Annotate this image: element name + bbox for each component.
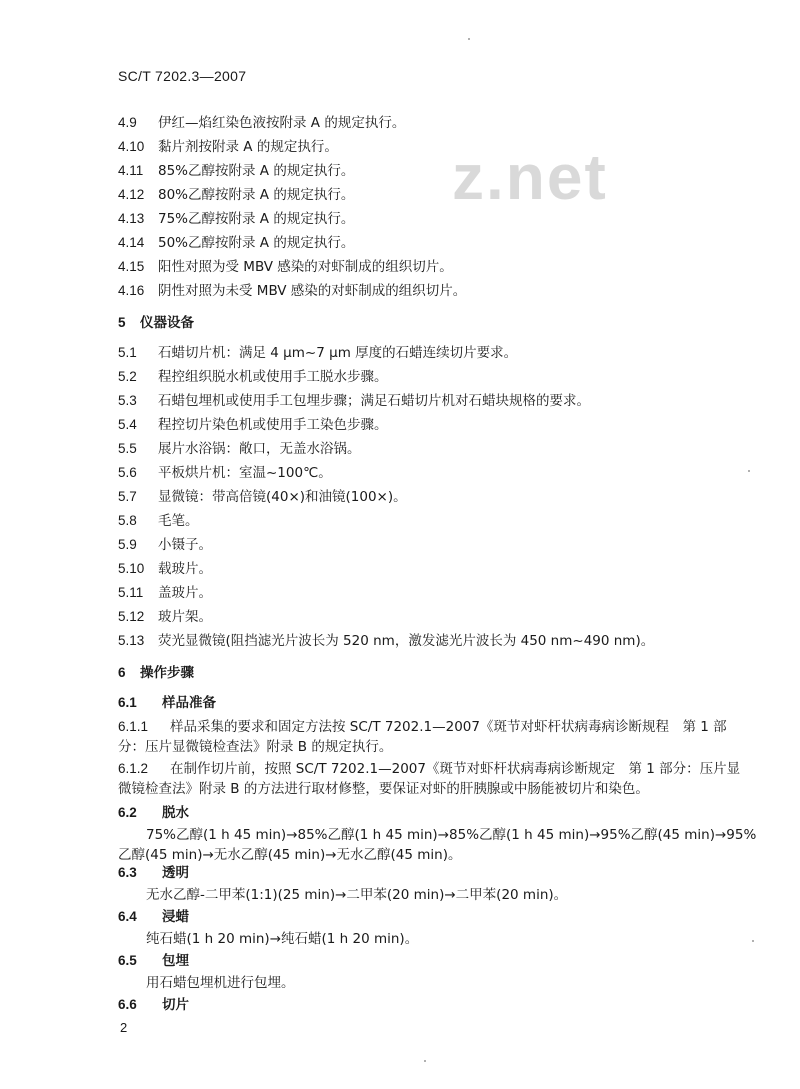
clause-5-11 [118,584,212,602]
clause-text: 荧光显微镜(阻挡滤光片波长为 520 nm，激发滤光片波长为 450 nm~490 nm)。 [158,633,655,649]
clause-number: 4.15 [118,259,145,274]
clause-text: 85%乙醇按附录 A 的规定执行。 [158,163,355,179]
clause-text: 程控切片染色机或使用手工染色步骤。 [158,417,388,433]
clause-text: 阴性对照为未受 MBV 感染的对虾制成的组织切片。 [158,283,467,299]
clause-text: 黏片剂按附录 A 的规定执行。 [158,139,338,155]
dehydration-steps-cont [118,846,462,864]
clause-4-10 [118,138,338,156]
section-title: 操作步骤 [140,665,194,681]
clause-text: 75%乙醇按附录 A 的规定执行。 [158,211,355,227]
subsection-number: 6.3 [118,865,137,880]
clause-5-5 [118,440,361,458]
clause-number: 5.12 [118,609,145,624]
section-6-heading [118,664,194,682]
clause-number: 4.10 [118,139,145,154]
clause-number: 5.9 [118,537,137,552]
clause-6-1-1-cont [118,738,392,756]
clause-5-9 [118,536,212,554]
subsection-number: 6.1 [118,695,137,710]
clause-text: 石蜡包埋机或使用手工包埋步骤；满足石蜡切片机对石蜡块规格的要求。 [158,393,590,409]
watermark: z.net [452,141,608,213]
clause-5-4 [118,416,388,434]
clause-6-1-2-cont [118,780,649,798]
page-number: 2 [120,1020,128,1035]
clause-number: 5.5 [118,441,137,456]
clause-number: 5.6 [118,465,137,480]
subsection-title: 包埋 [162,953,189,969]
clause-text: 载玻片。 [158,561,212,577]
section-title: 仪器设备 [140,315,194,331]
subsection-number: 6.4 [118,909,137,924]
clause-number: 5.8 [118,513,137,528]
clause-text: 80%乙醇按附录 A 的规定执行。 [158,187,355,203]
clause-text: 50%乙醇按附录 A 的规定执行。 [158,235,355,251]
clause-text: 阳性对照为受 MBV 感染的对虾制成的组织切片。 [158,259,453,275]
procedure-text: 纯石蜡(1 h 20 min)→纯石蜡(1 h 20 min)。 [146,931,419,947]
clause-number: 5.11 [118,585,144,600]
clause-4-9 [118,114,405,132]
procedure-text: 无水乙醇-二甲苯(1:1)(25 min)→二甲苯(20 min)→二甲苯(20 min)。 [146,887,568,903]
clause-text: 伊红—焰红染色液按附录 A 的规定执行。 [158,115,406,131]
clause-number: 4.13 [118,211,145,226]
subsection-6-1 [118,694,216,712]
subsection-title: 透明 [162,865,189,881]
clause-6-1-2 [118,760,740,778]
clause-5-13 [118,632,654,650]
clause-text: 毛笔。 [158,513,199,529]
clause-number: 5.1 [118,345,137,360]
clause-4-13 [118,210,354,228]
clause-text: 玻片架。 [158,609,212,625]
clause-number: 4.9 [118,115,137,130]
clause-number: 6.1.2 [118,761,149,776]
procedure-text: 75%乙醇(1 h 45 min)→85%乙醇(1 h 45 min)→85%乙醇(1 h 45 min)→95%乙醇(45 min)→95% [146,827,757,843]
subsection-title: 脱水 [162,805,189,821]
clause-number: 5.4 [118,417,137,432]
clause-text: 微镜检查法》附录 B 的方法进行取材修整，要保证对虾的肝胰腺或中肠能被切片和染色。 [118,781,649,797]
clause-4-11 [118,162,354,180]
clause-5-1 [118,344,517,362]
infiltration-steps [146,930,418,948]
subsection-6-2 [118,804,189,822]
subsection-number: 6.2 [118,805,137,820]
procedure-text: 用石蜡包埋机进行包埋。 [146,975,295,991]
subsection-6-5 [118,952,189,970]
procedure-text: 乙醇(45 min)→无水乙醇(45 min)→无水乙醇(45 min)。 [118,847,462,863]
clause-text: 小镊子。 [158,537,212,553]
clause-number: 4.12 [118,187,145,202]
clause-4-12 [118,186,354,204]
clearing-steps [146,886,567,904]
clause-number: 5.7 [118,489,137,504]
clause-6-1-1 [118,718,727,736]
section-5-heading [118,314,194,332]
section-number: 6 [118,665,126,680]
clause-text: 分：压片显微镜检查法》附录 B 的规定执行。 [118,739,393,755]
clause-text: 石蜡切片机：满足 4 μm~7 μm 厚度的石蜡连续切片要求。 [158,345,518,361]
clause-4-16 [118,282,466,300]
scan-speck [424,1060,426,1062]
clause-number: 5.13 [118,633,145,648]
clause-number: 5.10 [118,561,145,576]
clause-number: 4.11 [118,163,144,178]
clause-number: 6.1.1 [118,719,149,734]
clause-number: 4.14 [118,235,145,250]
subsection-6-6 [118,996,189,1014]
subsection-6-3 [118,864,189,882]
section-number: 5 [118,315,126,330]
standard-header: SC/T 7202.3—2007 [118,68,247,84]
clause-text: 在制作切片前，按照 SC/T 7202.1—2007《斑节对虾杆状病毒病诊断规定 第 1 部分：压片显 [170,761,741,777]
clause-text: 程控组织脱水机或使用手工脱水步骤。 [158,369,388,385]
clause-4-15 [118,258,453,276]
clause-number: 5.3 [118,393,137,408]
clause-text: 盖玻片。 [158,585,212,601]
dehydration-steps [146,826,756,844]
subsection-number: 6.5 [118,953,137,968]
clause-4-14 [118,234,354,252]
clause-text: 平板烘片机：室温~100℃。 [158,465,332,481]
clause-text: 样品采集的要求和固定方法按 SC/T 7202.1—2007《斑节对虾杆状病毒病诊断规程 第 1 部 [170,719,727,735]
scan-speck [752,940,754,942]
clause-text: 展片水浴锅：敞口，无盖水浴锅。 [158,441,361,457]
clause-5-7 [118,488,407,506]
clause-5-12 [118,608,212,626]
scan-speck [748,470,750,472]
clause-5-8 [118,512,199,530]
scan-speck [468,38,470,40]
clause-5-10 [118,560,212,578]
clause-text: 显微镜：带高倍镜(40×)和油镜(100×)。 [158,489,407,505]
clause-5-2 [118,368,388,386]
clause-5-6 [118,464,332,482]
clause-number: 5.2 [118,369,137,384]
clause-number: 4.16 [118,283,145,298]
subsection-number: 6.6 [118,997,137,1012]
subsection-title: 切片 [162,997,189,1013]
clause-5-3 [118,392,590,410]
embedding-steps [146,974,295,992]
subsection-title: 样品准备 [162,695,216,711]
subsection-title: 浸蜡 [162,909,189,925]
subsection-6-4 [118,908,189,926]
